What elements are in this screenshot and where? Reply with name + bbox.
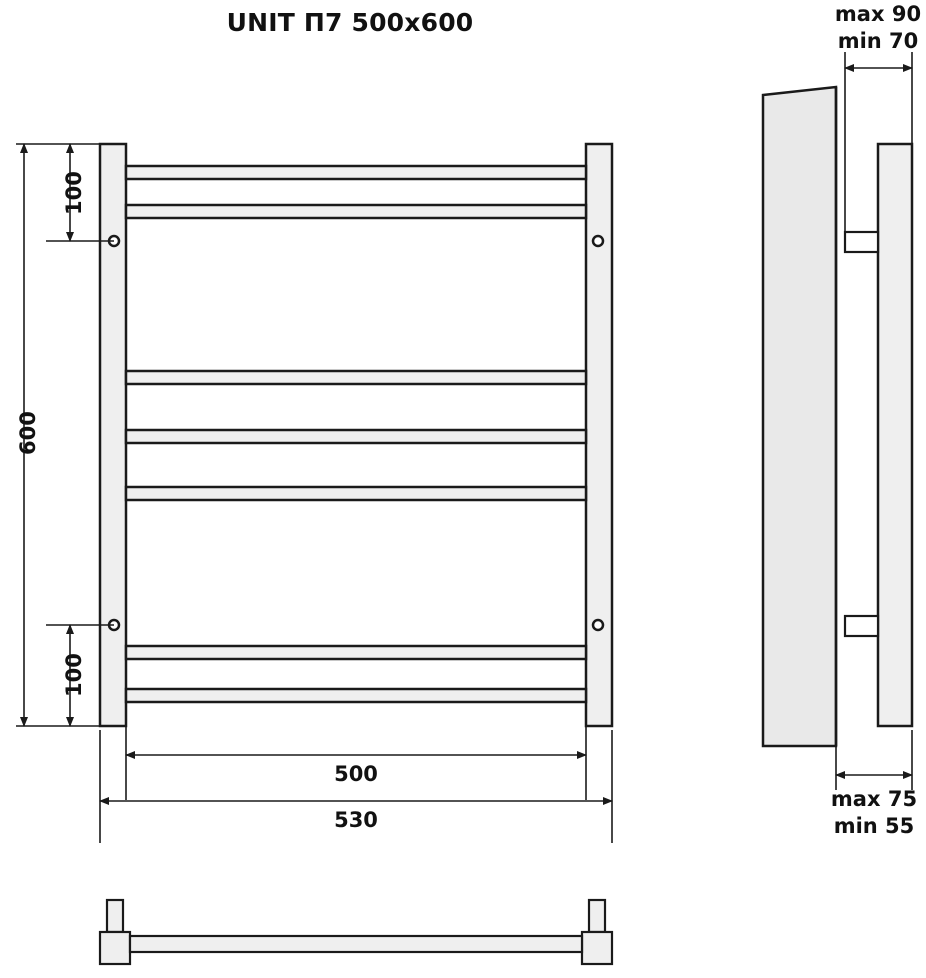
dimension-gap-min-70: min 70	[837, 29, 919, 53]
dimension-bracket-min-55: min 55	[833, 814, 915, 838]
side-view	[763, 52, 912, 790]
page-title: UNIT П7 500x600	[226, 8, 474, 37]
dimension-bracket-max-75: max 75	[830, 787, 918, 811]
dimension-top-100: 100	[62, 171, 86, 215]
dimension-bottom-100: 100	[62, 653, 86, 697]
rail-group	[126, 166, 586, 702]
dimension-width-530: 530	[334, 808, 378, 832]
dimension-gap-max-90: max 90	[834, 2, 922, 26]
bottom-view	[100, 900, 612, 964]
dimension-width-500: 500	[334, 762, 378, 786]
front-view	[16, 144, 612, 843]
dimension-height-600: 600	[16, 411, 40, 455]
